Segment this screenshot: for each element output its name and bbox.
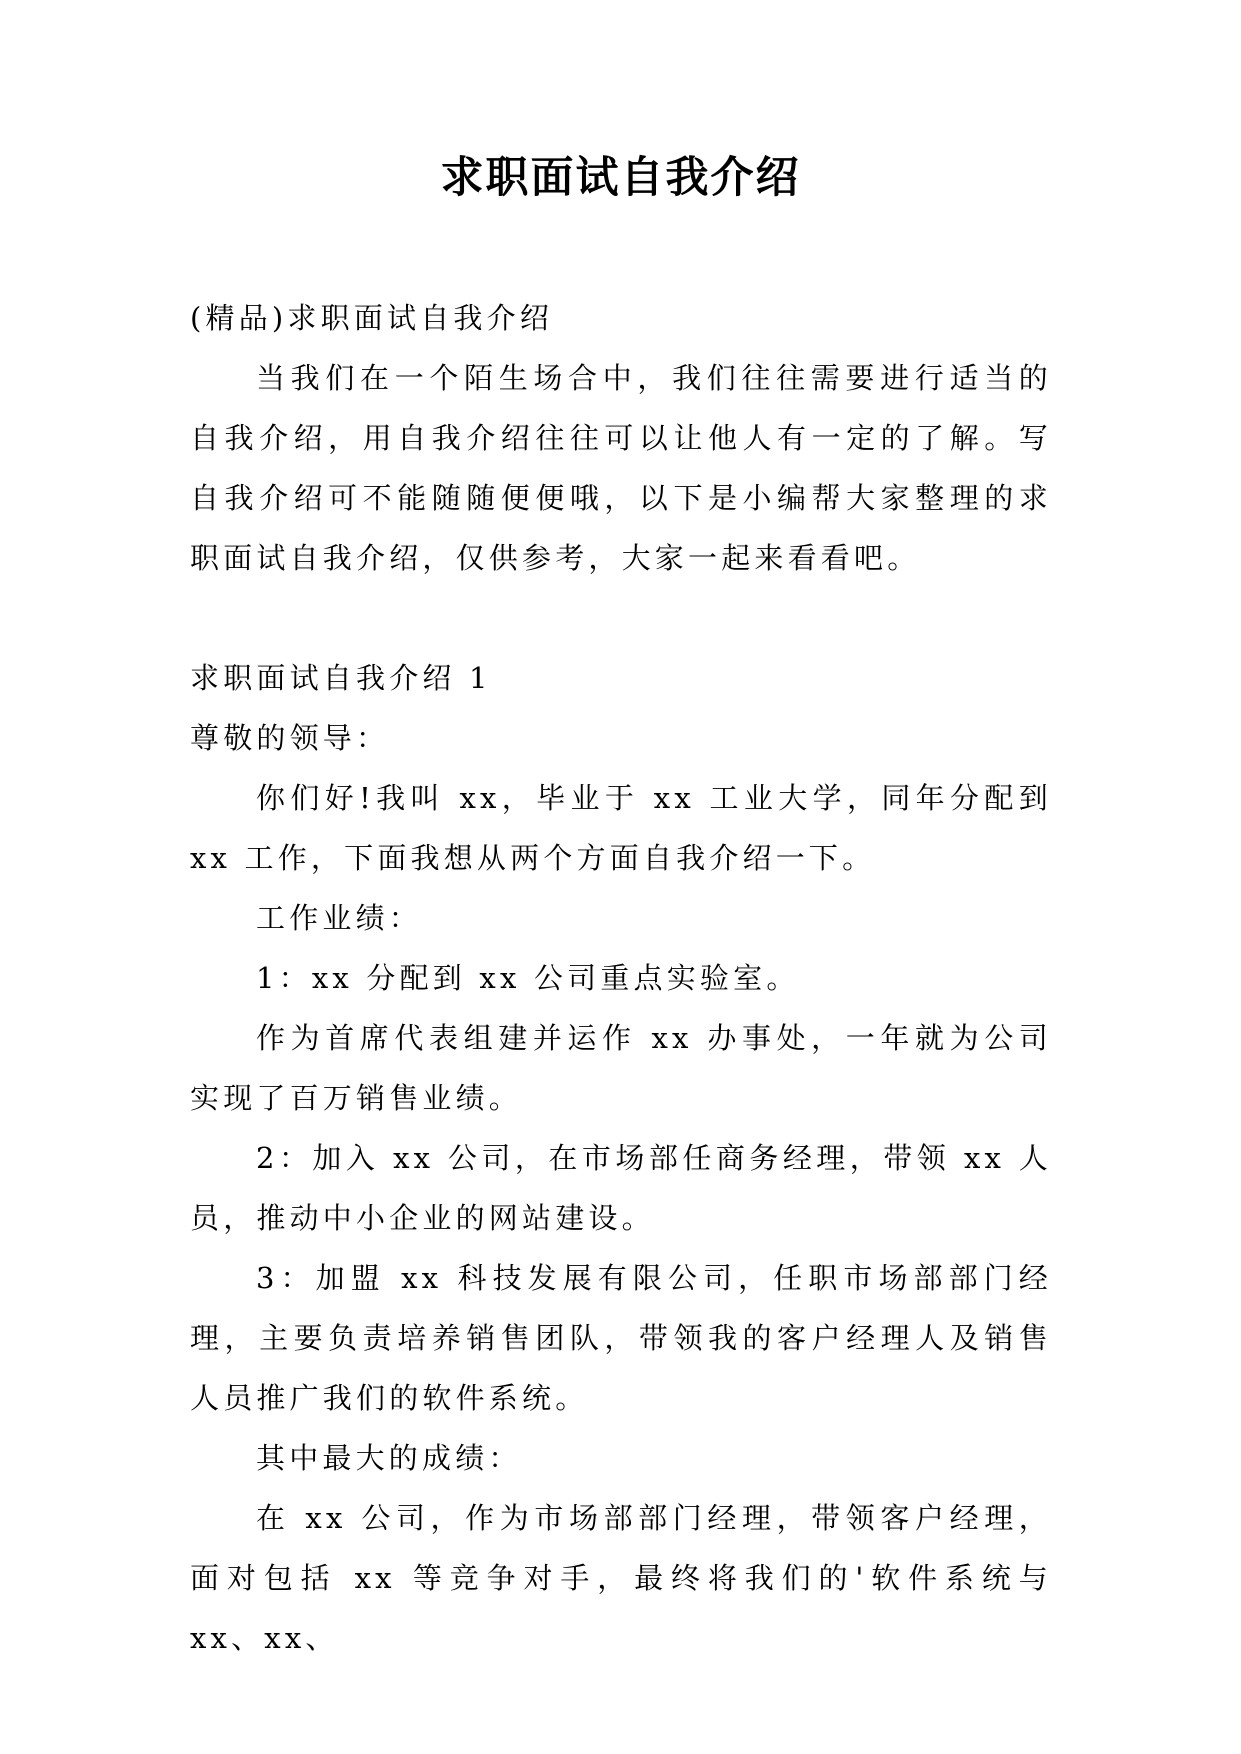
document-body xyxy=(190,288,1052,1668)
document-title: 求职面试自我介绍 xyxy=(440,153,801,203)
paragraph: 工作业绩： xyxy=(256,901,423,935)
paragraph: 你们好!我叫 xx，毕业于 xx 工业大学，同年分配到 xx 工作，下面我想从两个方面自我介绍一下。 xyxy=(190,781,1052,875)
paragraph: 2：加入 xx 公司，在市场部任商务经理，带领 xx 人员，推动中小企业的网站建设。 xyxy=(190,1141,1052,1235)
paragraph: 当我们在一个陌生场合中，我们往往需要进行适当的自我介绍，用自我介绍往往可以让他人有一定的了解。写自我介绍可不能随随便便哦，以下是小编帮大家整理的求职面试自我介绍，仅供参考，大家一起来看看吧。 xyxy=(190,361,1052,575)
paragraph: 1：xx 分配到 xx 公司重点实验室。 xyxy=(256,961,800,995)
paragraph: 3：加盟 xx 科技发展有限公司，任职市场部部门经理，主要负责培养销售团队，带领我的客户经理人及销售人员推广我们的软件系统。 xyxy=(190,1261,1052,1415)
paragraph: 求职面试自我介绍 1 xyxy=(190,661,492,695)
paragraph: 作为首席代表组建并运作 xx 办事处，一年就为公司实现了百万销售业绩。 xyxy=(190,1021,1052,1115)
paragraph: 在 xx 公司，作为市场部部门经理，带领客户经理，面对包括 xx 等竞争对手，最终将我们的'软件系统与 xx、xx、 xyxy=(190,1501,1052,1655)
paragraph: 其中最大的成绩： xyxy=(256,1441,522,1475)
paragraph: 尊敬的领导： xyxy=(190,721,390,755)
paragraph: (精品)求职面试自我介绍 xyxy=(190,301,554,335)
